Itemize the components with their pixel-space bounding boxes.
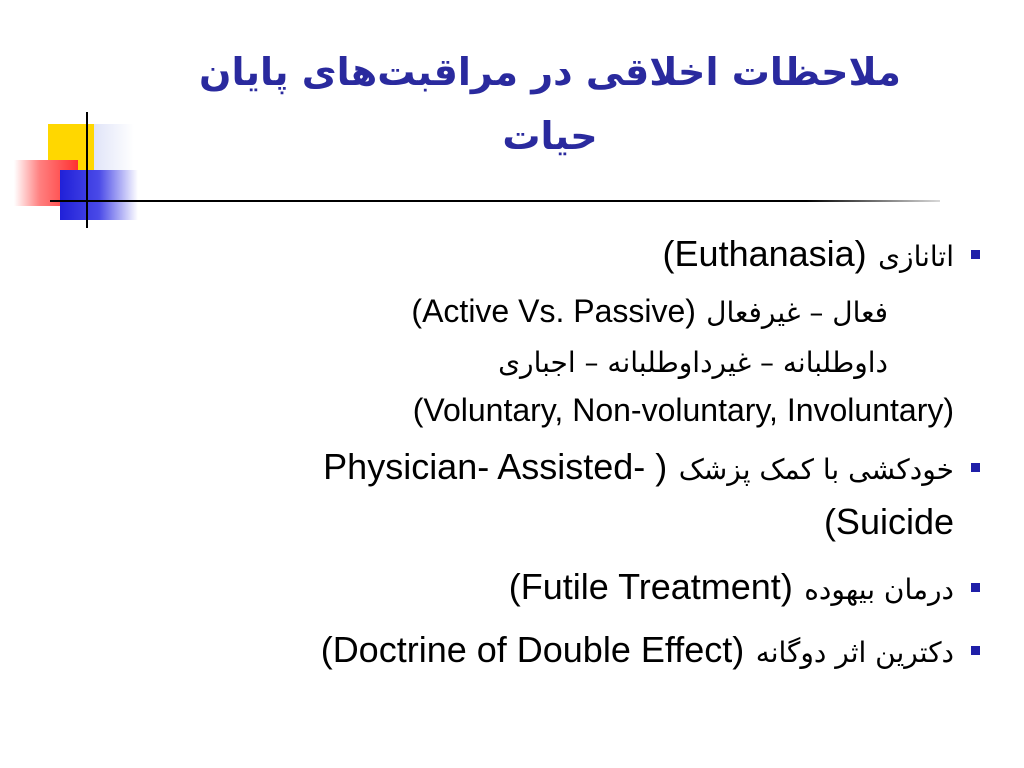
title-divider-line [50,200,940,202]
item-en-text: (Futile Treatment) [508,566,793,607]
faint-blue-square [94,124,134,170]
list-item-physician-assisted-cont [130,496,970,549]
item-fa-text: خودکشی با کمک پزشک [678,453,954,486]
subitem-active-passive [130,287,970,337]
subitem-voluntary-fa [130,337,970,387]
item-en-text: (Doctrine of Double Effect) [320,629,745,670]
item-en-text: (Voluntary, Non-voluntary, Involuntary) [412,392,954,428]
item-en-text: (Euthanasia) [662,233,867,274]
item-fa-text: اتانازی [878,240,954,273]
list-item-physician-assisted [130,441,970,496]
item-fa-text: فعال – غیرفعال [706,296,888,329]
item-fa-text: درمان بیهوده [804,573,954,606]
bullet-icon [971,646,980,655]
list-item-double-effect [130,624,970,679]
list-item-euthanasia [130,228,970,283]
subitem-voluntary-en [130,387,970,433]
item-fa-text: دکترین اثر دوگانه [755,636,954,669]
decorative-logo [0,0,150,240]
list-item-futile-treatment [130,561,970,616]
bullet-icon [971,463,980,472]
vertical-divider [86,112,88,228]
item-en-text: (Suicide [823,501,954,542]
blue-square [60,170,138,220]
item-en-text: (Active Vs. Passive) [411,293,696,329]
item-fa-text: داوطلبانه – غیرداوطلبانه – اجباری [498,346,888,379]
item-en-text: ( -Physician- Assisted [323,446,668,487]
bullet-list [130,228,970,679]
bullet-icon [971,250,980,259]
slide-title: ملاحظات اخلاقی در مراقبت‌های پایان حیات [199,50,901,158]
bullet-icon [971,583,980,592]
